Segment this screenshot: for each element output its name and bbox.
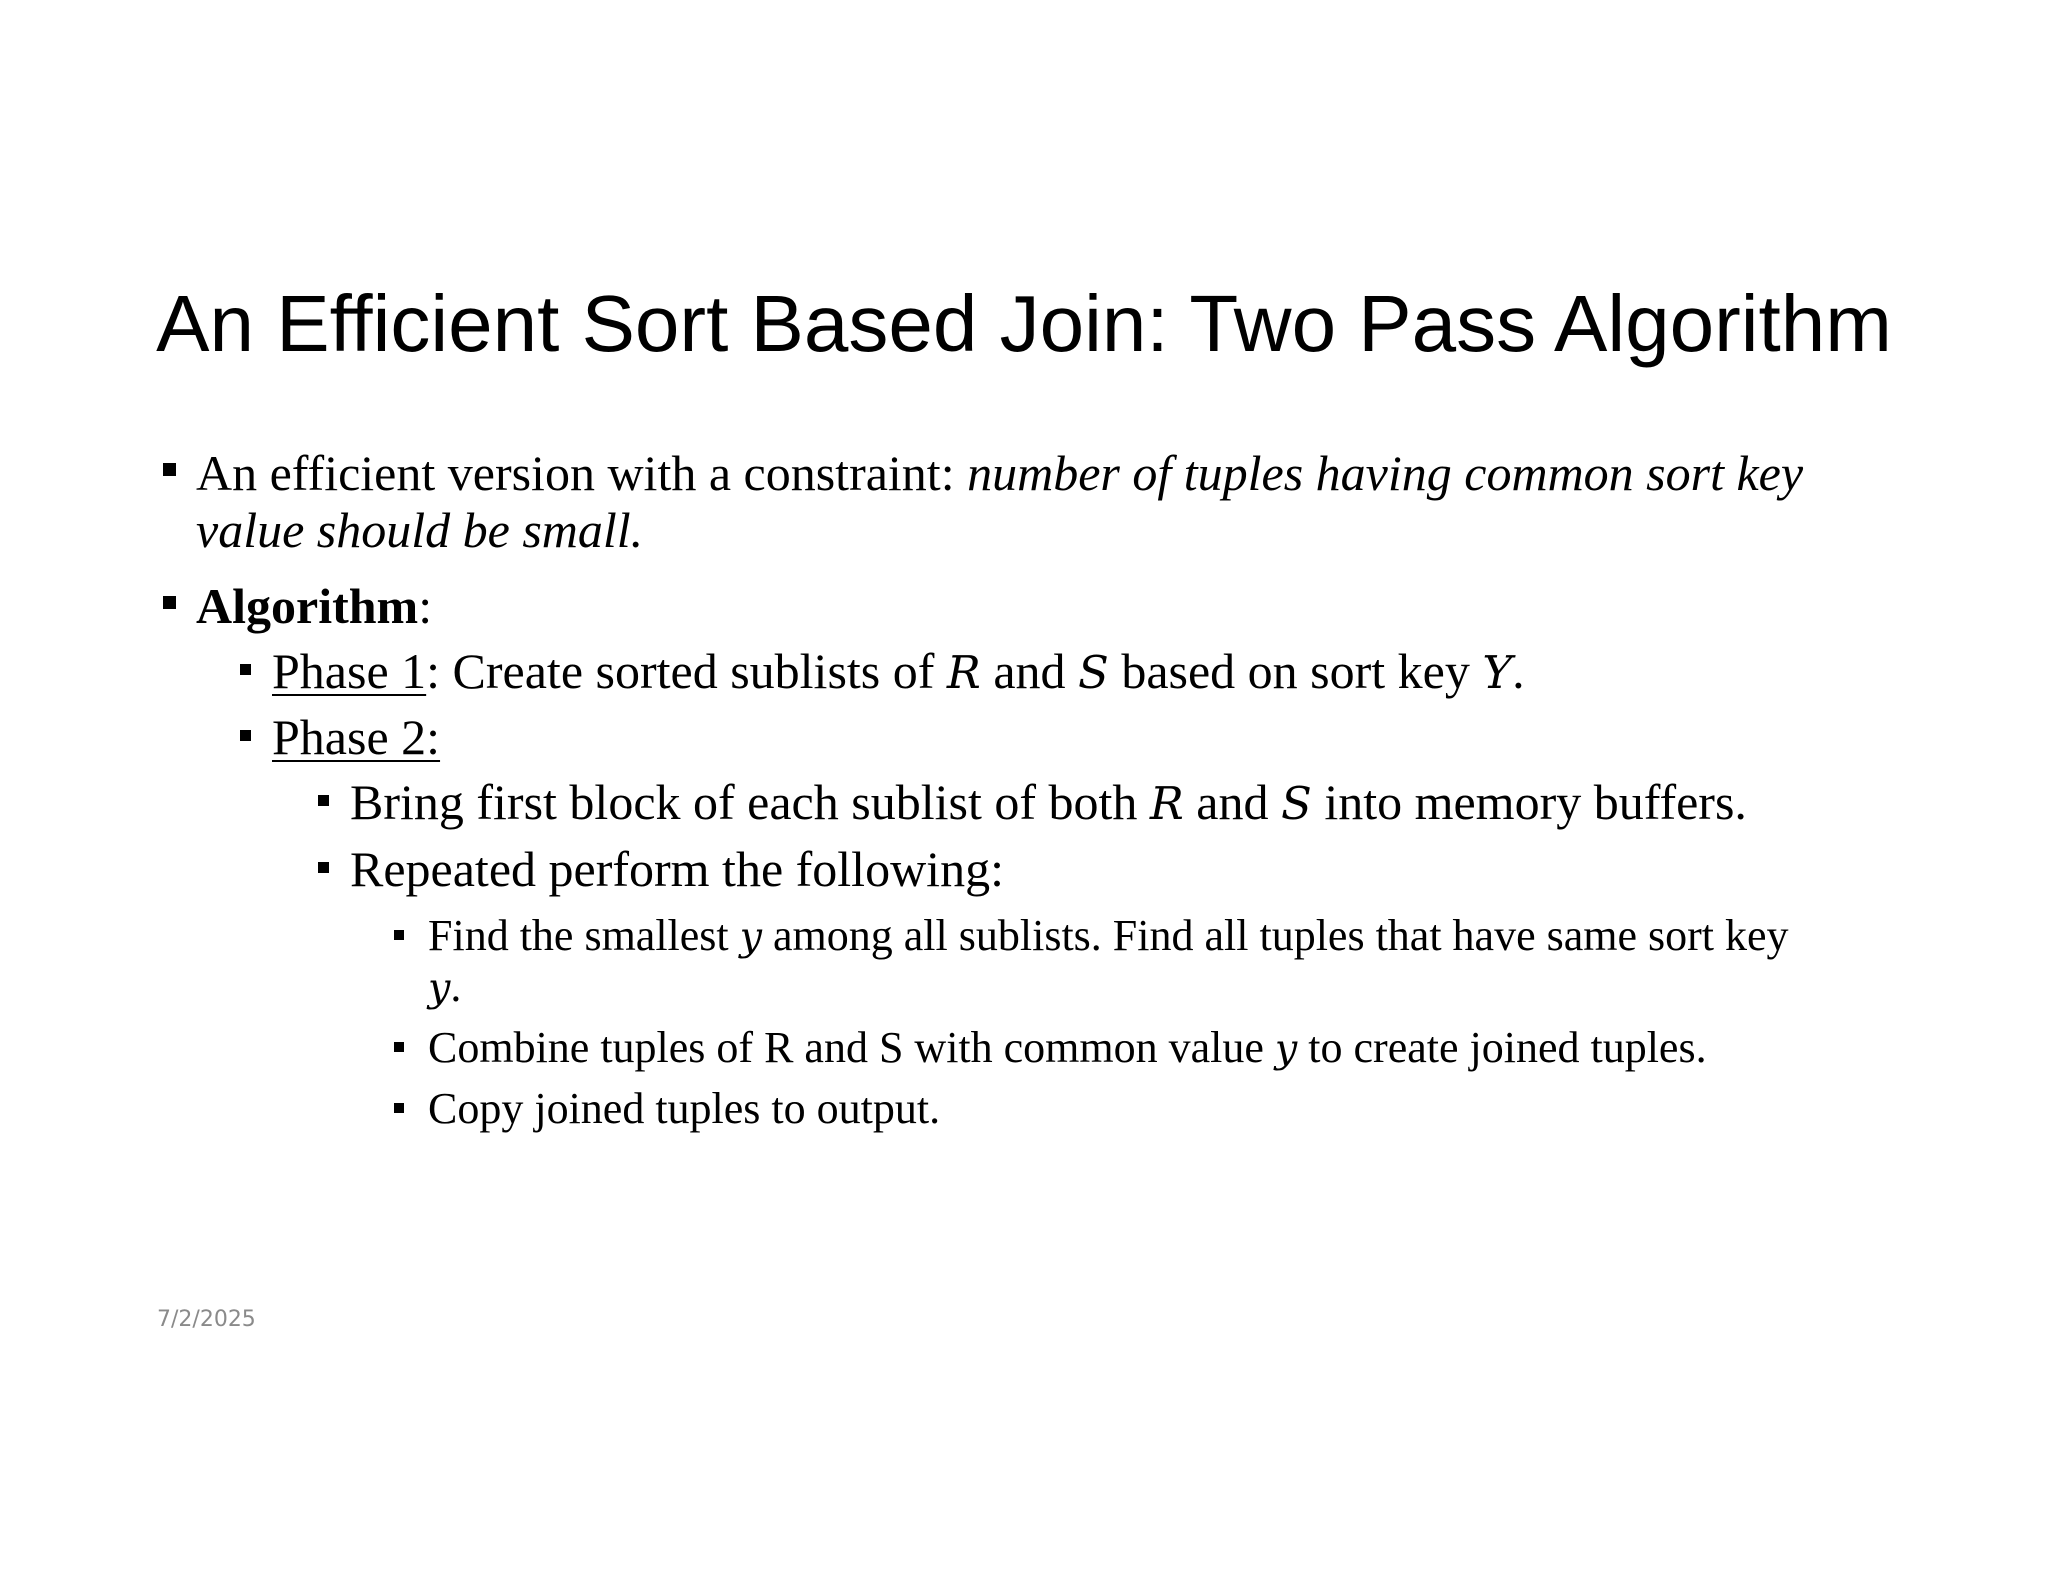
bullet-phase-2 [272, 709, 440, 765]
var-r: R [946, 646, 981, 699]
bullet-square-icon [163, 596, 176, 609]
find-text: Find the smallest [428, 911, 740, 960]
phase-1-text: based on sort key [1108, 643, 1483, 699]
constraint-prefix: An efficient version with a constraint: [196, 445, 968, 501]
bring-text: into memory buffers. [1311, 774, 1747, 830]
find-text: . [450, 962, 462, 1011]
bullet-constraint-line1 [196, 445, 1803, 501]
bring-text: Bring first block of each sublist of both [350, 774, 1150, 830]
bullet-copy-joined: Copy joined tuples to output. [428, 1084, 941, 1133]
bullet-bring-first-block [350, 774, 1747, 832]
constraint-emphasis: number of tuples having common sort key [967, 445, 1804, 501]
var-y: y [1274, 1026, 1298, 1072]
bullet-find-smallest-line2 [428, 962, 461, 1013]
bullet-square-icon [318, 862, 329, 873]
combine-text: Combine tuples of R and S with common value [428, 1023, 1275, 1072]
bullet-phase-1 [272, 643, 1525, 701]
bullet-square-icon [394, 1103, 404, 1113]
phase-1-text: and [980, 643, 1079, 699]
bring-text: and [1183, 774, 1281, 830]
var-y: Y [1482, 646, 1513, 699]
slide-title: An Efficient Sort Based Join: Two Pass Algorithm [156, 279, 1892, 368]
algorithm-label: Algorithm [196, 578, 419, 634]
phase-1-text: : Create sorted sublists of [426, 643, 947, 699]
bullet-square-icon [394, 1042, 404, 1052]
footer-date: 7/2/2025 [157, 1307, 256, 1332]
bullet-find-smallest-line1 [428, 911, 1789, 962]
phase-2-label: Phase 2: [272, 709, 441, 765]
bullet-square-icon [163, 463, 176, 476]
var-y: y [739, 914, 763, 960]
bullet-square-icon [240, 730, 251, 741]
phase-1-text: . [1512, 643, 1525, 699]
var-s: S [1280, 777, 1312, 830]
bullet-repeated-perform: Repeated perform the following: [350, 841, 1004, 897]
var-s: S [1078, 646, 1109, 699]
bullet-algorithm [196, 578, 432, 634]
phase-1-label: Phase 1 [272, 643, 427, 699]
bullet-square-icon [394, 930, 404, 940]
find-text: among all sublists. Find all tuples that have same sort key [762, 911, 1789, 960]
bullet-square-icon [318, 795, 329, 806]
combine-text: to create joined tuples. [1297, 1023, 1707, 1072]
var-y: y [428, 965, 451, 1011]
bullet-square-icon [240, 664, 251, 675]
var-r: R [1149, 777, 1184, 830]
algorithm-colon: : [418, 578, 433, 634]
bullet-constraint-line2: value should be small. [196, 502, 644, 558]
bullet-combine-tuples [428, 1023, 1707, 1074]
